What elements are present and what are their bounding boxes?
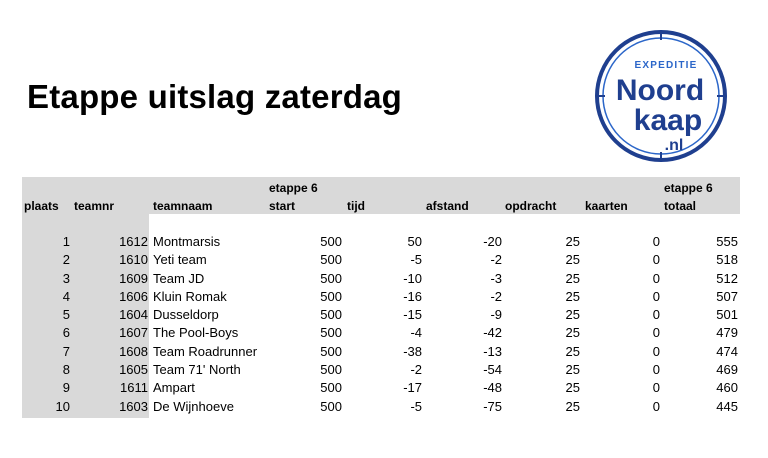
cell-tijd: -15 <box>403 307 422 323</box>
cell-plaats: 3 <box>62 270 70 286</box>
cell-plaats: 2 <box>62 252 70 268</box>
cell-start: 500 <box>320 270 342 286</box>
header-band <box>22 177 740 214</box>
cell-kaarten: 0 <box>652 362 660 378</box>
table-row <box>0 251 768 269</box>
cell-tijd: -38 <box>403 343 422 359</box>
cell-totaal: 555 <box>716 234 738 249</box>
header-totaal-top: etappe 6 <box>664 181 713 195</box>
cell-start: 500 <box>320 325 342 341</box>
header-plaats: plaats <box>24 199 59 213</box>
cell-tijd: -5 <box>410 398 422 414</box>
cell-kaarten: 0 <box>652 307 660 323</box>
cell-afstand: -13 <box>483 343 502 359</box>
cell-kaarten: 0 <box>652 288 660 304</box>
table-row <box>0 270 768 288</box>
cell-afstand: -42 <box>483 325 502 341</box>
logo-line3-text: .nl <box>664 137 684 154</box>
header-totaal: totaal <box>664 199 697 213</box>
cell-opdracht: 25 <box>565 380 580 396</box>
cell-plaats: 4 <box>62 288 70 304</box>
header-teamnaam: teamnaam <box>153 199 213 213</box>
cell-totaal: 479 <box>716 325 738 341</box>
cell-tijd: -5 <box>410 252 422 268</box>
cell-tijd: -16 <box>403 288 422 304</box>
table-row <box>0 398 768 416</box>
cell-teamnr: 1610 <box>119 252 148 268</box>
cell-totaal: 445 <box>716 398 738 414</box>
table-row <box>0 233 768 251</box>
cell-opdracht: 25 <box>565 234 580 249</box>
cell-teamnaam: Team JD <box>153 270 205 286</box>
cell-totaal: 518 <box>716 252 738 268</box>
logo-line2-text: kaap <box>633 104 703 137</box>
cell-tijd: -4 <box>410 325 422 341</box>
cell-tijd: -10 <box>403 270 422 286</box>
cell-plaats: 6 <box>62 325 70 341</box>
results-table <box>0 233 768 416</box>
cell-kaarten: 0 <box>652 270 660 286</box>
cell-totaal: 512 <box>716 270 738 286</box>
cell-totaal: 474 <box>716 343 738 359</box>
cell-afstand: -2 <box>490 252 502 268</box>
cell-totaal: 469 <box>716 362 738 378</box>
cell-afstand: -2 <box>490 288 502 304</box>
cell-opdracht: 25 <box>565 325 580 341</box>
cell-teamnaam: De Wijnhoeve <box>153 398 234 414</box>
cell-kaarten: 0 <box>652 252 660 268</box>
cell-teamnaam: Team 71' North <box>153 362 241 378</box>
cell-kaarten: 0 <box>652 398 660 414</box>
cell-teamnr: 1608 <box>119 343 148 359</box>
cell-teamnaam: Kluin Romak <box>153 288 227 304</box>
cell-teamnaam: Yeti team <box>153 252 207 268</box>
cell-opdracht: 25 <box>565 288 580 304</box>
header-teamnr: teamnr <box>74 199 115 213</box>
cell-teamnaam: Ampart <box>153 380 195 396</box>
cell-opdracht: 25 <box>565 343 580 359</box>
expeditie-noordkaap-logo <box>594 28 728 164</box>
cell-teamnr: 1612 <box>119 234 148 249</box>
cell-plaats: 9 <box>62 380 70 396</box>
cell-kaarten: 0 <box>652 380 660 396</box>
cell-kaarten: 0 <box>652 343 660 359</box>
header-kaarten: kaarten <box>585 199 628 213</box>
cell-opdracht: 25 <box>565 270 580 286</box>
cell-opdracht: 25 <box>565 398 580 414</box>
cell-tijd: -17 <box>403 380 422 396</box>
cell-afstand: -75 <box>483 398 502 414</box>
cell-plaats: 10 <box>55 398 70 414</box>
cell-teamnr: 1603 <box>119 398 148 414</box>
cell-afstand: -3 <box>490 270 502 286</box>
table-row <box>0 324 768 342</box>
logo-line1-text: Noord <box>615 74 705 107</box>
cell-teamnaam: Dusseldorp <box>153 307 219 323</box>
table-row <box>0 306 768 324</box>
cell-afstand: -54 <box>483 362 502 378</box>
cell-opdracht: 25 <box>565 362 580 378</box>
cell-plaats: 5 <box>62 307 70 323</box>
cell-start: 500 <box>320 234 342 249</box>
header-afstand: afstand <box>426 199 469 213</box>
cell-teamnr: 1605 <box>119 362 148 378</box>
header-tijd: tijd <box>347 199 365 213</box>
cell-start: 500 <box>320 380 342 396</box>
header-start: start <box>269 199 296 213</box>
cell-teamnaam: Montmarsis <box>153 234 221 249</box>
cell-teamnr: 1609 <box>119 270 148 286</box>
cell-opdracht: 25 <box>565 307 580 323</box>
page-title: Etappe uitslag zaterdag <box>27 78 403 115</box>
cell-start: 500 <box>320 252 342 268</box>
cell-tijd: 50 <box>407 234 422 249</box>
cell-start: 500 <box>320 307 342 323</box>
header-opdracht: opdracht <box>505 199 557 213</box>
cell-teamnr: 1611 <box>120 380 148 396</box>
cell-teamnr: 1604 <box>119 307 148 323</box>
cell-totaal: 507 <box>716 288 738 304</box>
cell-start: 500 <box>320 288 342 304</box>
cell-plaats: 8 <box>62 362 70 378</box>
cell-afstand: -20 <box>483 234 502 249</box>
table-row <box>0 288 768 306</box>
header-etappe-top: etappe 6 <box>269 181 318 195</box>
table-row <box>0 379 768 397</box>
cell-start: 500 <box>320 398 342 414</box>
logo-top-text: EXPEDITIE <box>634 60 698 71</box>
cell-afstand: -48 <box>483 380 502 396</box>
cell-plaats: 1 <box>62 234 70 249</box>
cell-kaarten: 0 <box>652 234 660 249</box>
cell-teamnr: 1607 <box>119 325 148 341</box>
cell-teamnaam: The Pool-Boys <box>153 325 239 341</box>
cell-plaats: 7 <box>62 343 70 359</box>
cell-tijd: -2 <box>410 362 422 378</box>
cell-teamnr: 1606 <box>119 288 148 304</box>
table-row <box>0 343 768 361</box>
table-row <box>0 361 768 379</box>
cell-kaarten: 0 <box>652 325 660 341</box>
cell-afstand: -9 <box>490 307 502 323</box>
cell-teamnaam: Team Roadrunner <box>153 343 258 359</box>
cell-totaal: 501 <box>716 307 738 323</box>
cell-totaal: 460 <box>716 380 738 396</box>
cell-opdracht: 25 <box>565 252 580 268</box>
cell-start: 500 <box>320 362 342 378</box>
cell-start: 500 <box>320 343 342 359</box>
